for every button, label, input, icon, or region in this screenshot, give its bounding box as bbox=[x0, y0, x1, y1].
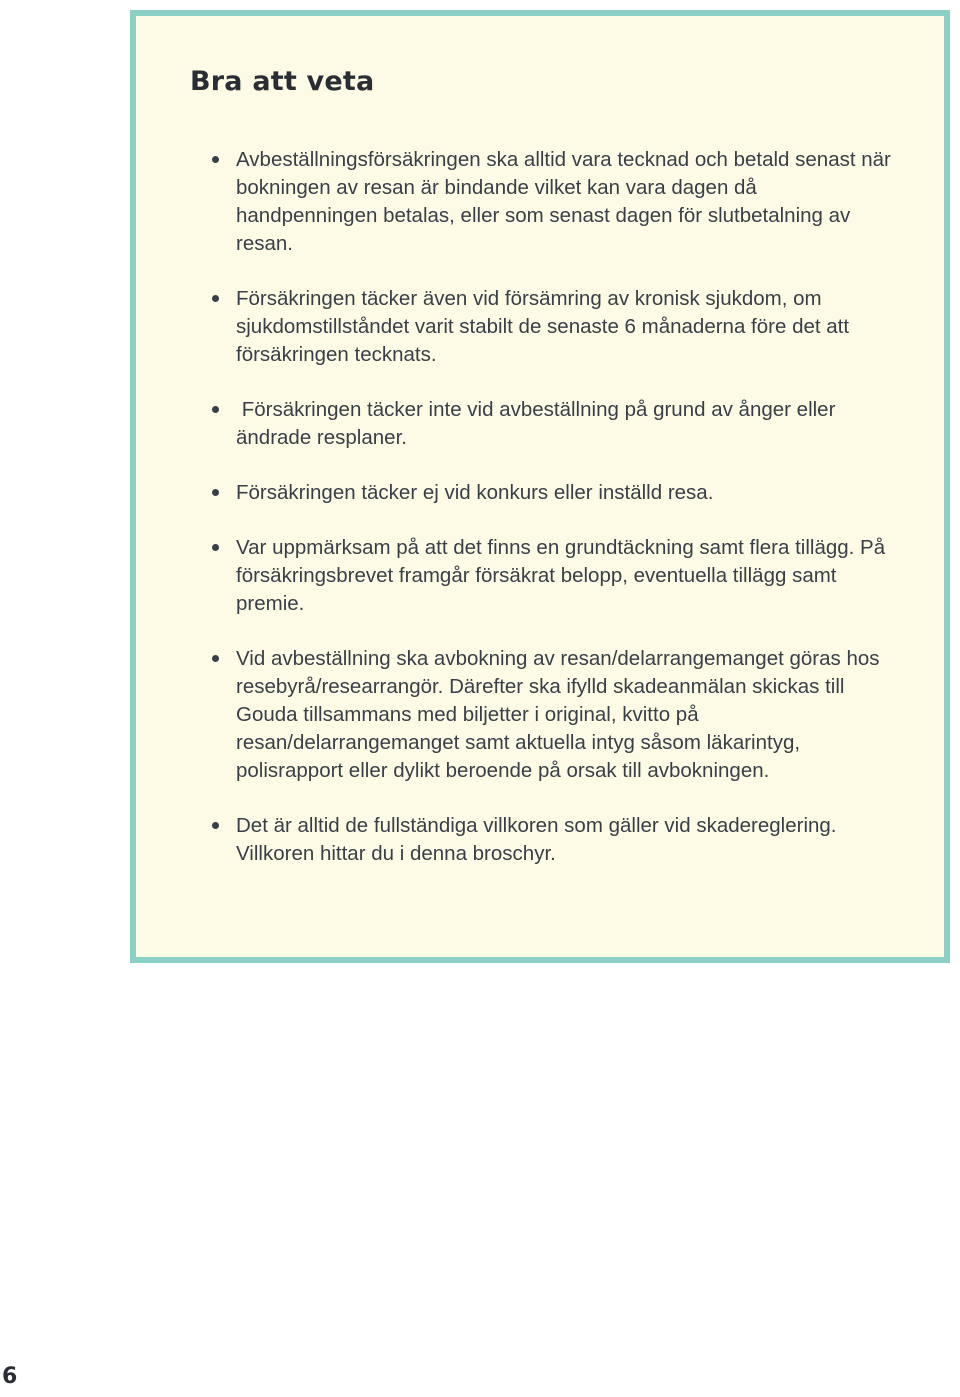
bullet-icon bbox=[212, 822, 219, 829]
bullet-icon bbox=[212, 156, 219, 163]
info-box bbox=[130, 10, 950, 963]
bullet-icon bbox=[212, 655, 219, 662]
list-item-text: Det är alltid de fullständiga villkoren som gäller vid skadereglering. Villkoren hittar du i denna broschyr. bbox=[236, 814, 837, 865]
info-bullet-list bbox=[212, 146, 894, 895]
bullet-icon bbox=[212, 489, 219, 496]
list-item-text: Avbeställningsförsäkringen ska alltid vara tecknad och betald senast när bokningen av resan är bindande vilket kan vara dagen då handpenningen betalas, eller som senast dagen för slutbetalning av resan. bbox=[236, 148, 891, 255]
list-item bbox=[212, 396, 894, 452]
list-item bbox=[212, 645, 894, 785]
list-item-text: Försäkringen täcker ej vid konkurs eller inställd resa. bbox=[236, 481, 714, 504]
bullet-icon bbox=[212, 544, 219, 551]
bullet-icon bbox=[212, 406, 219, 413]
list-item-text: Försäkringen täcker inte vid avbeställning på grund av ånger eller ändrade resplaner. bbox=[236, 398, 842, 449]
page-number: 6 bbox=[2, 1364, 18, 1389]
list-item-text: Vid avbeställning ska avbokning av resan/delarrangemanget göras hos resebyrå/researrangör. Därefter ska ifylld skadeanmälan skickas till Gouda tillsammans med biljetter i original, kvitto på resan/delarrangemanget samt aktuella intyg såsom läkarintyg, polisrapport eller dylikt beroende på orsak till avbokningen. bbox=[236, 647, 880, 782]
list-item bbox=[212, 479, 894, 507]
list-item bbox=[212, 285, 894, 369]
box-title: Bra att veta bbox=[190, 66, 375, 97]
list-item-text: Var uppmärksam på att det finns en grundtäckning samt flera tillägg. På försäkringsbrevet framgår försäkrat belopp, eventuella tillägg samt premie. bbox=[236, 536, 886, 615]
list-item bbox=[212, 534, 894, 618]
list-item-text: Försäkringen täcker även vid försämring av kronisk sjukdom, om sjukdomstillståndet varit stabilt de senaste 6 månaderna före det att försäkringen tecknats. bbox=[236, 287, 850, 366]
bullet-icon bbox=[212, 295, 219, 302]
list-item bbox=[212, 146, 894, 258]
list-item bbox=[212, 812, 894, 868]
